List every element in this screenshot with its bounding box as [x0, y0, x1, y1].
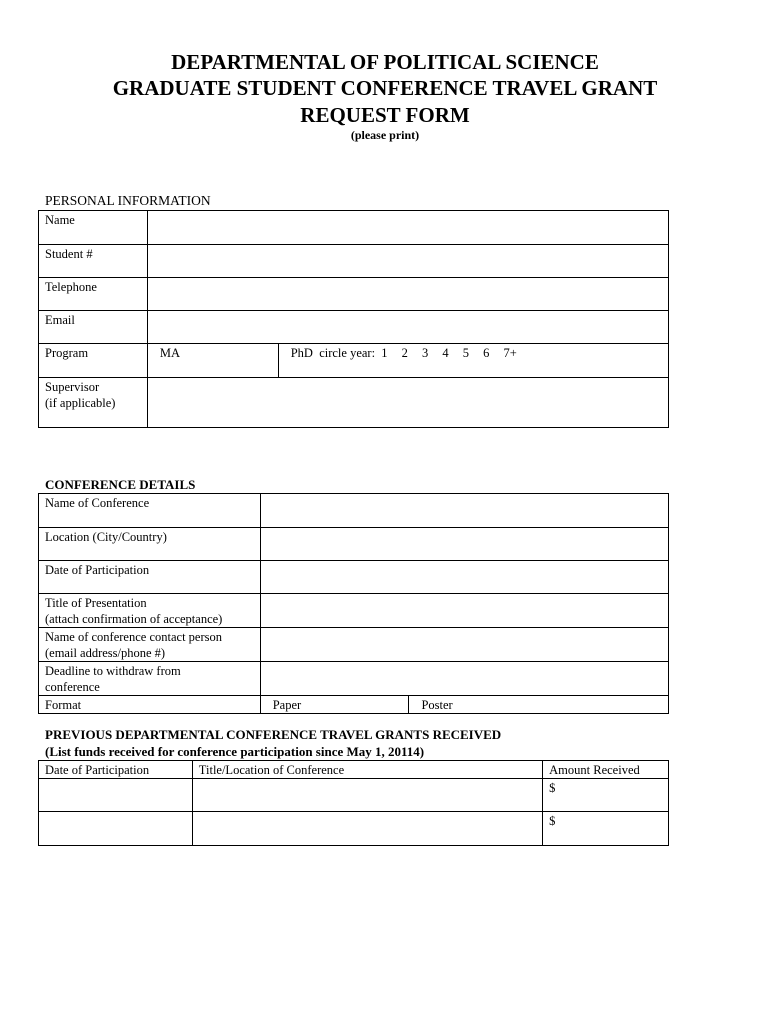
- student-number-label: Student #: [39, 245, 148, 278]
- email-field[interactable]: [147, 311, 668, 344]
- year-option-7plus[interactable]: 7+: [503, 346, 517, 360]
- form-title-line1: DEPARTMENTAL OF POLITICAL SCIENCE: [171, 50, 599, 74]
- format-label: Format: [39, 696, 261, 714]
- please-print-note: (please print): [350, 128, 420, 142]
- col-amount-received: Amount Received: [543, 761, 669, 779]
- conference-details-table: [38, 493, 669, 714]
- previous-grants-heading: PREVIOUS DEPARTMENTAL CONFERENCE TRAVEL GRANTS RECEIVED: [45, 727, 502, 742]
- col-participation-date: Date of Participation: [39, 761, 193, 779]
- row2-title-field[interactable]: [192, 812, 542, 846]
- format-paper-option[interactable]: Paper: [260, 696, 409, 714]
- contact-person-line2: (email address/phone #): [45, 646, 166, 660]
- program-phd-option[interactable]: [278, 344, 668, 378]
- presentation-title-label: [39, 594, 261, 628]
- email-label: Email: [39, 311, 148, 344]
- withdraw-deadline-label: [39, 662, 261, 696]
- supervisor-field[interactable]: [147, 378, 668, 428]
- row1-amount-field[interactable]: [543, 779, 669, 812]
- table-row: [39, 812, 669, 846]
- ma-label: MA: [159, 346, 181, 360]
- program-ma-option[interactable]: [147, 344, 278, 378]
- telephone-label: Telephone: [39, 278, 148, 311]
- year-option-6[interactable]: 6: [483, 346, 490, 360]
- name-field[interactable]: [147, 211, 668, 245]
- supervisor-label-line2: (if applicable): [45, 396, 116, 410]
- year-option-4[interactable]: 4: [442, 346, 449, 360]
- dollar-sign: $: [549, 814, 556, 828]
- conference-name-field[interactable]: [260, 494, 668, 528]
- presentation-title-line1: Title of Presentation: [45, 596, 147, 610]
- format-poster-option[interactable]: Poster: [409, 696, 669, 714]
- previous-grants-subheading: (List funds received for conference participation since May 1, 20114): [45, 744, 425, 759]
- conference-name-label: Name of Conference: [39, 494, 261, 528]
- table-row: [39, 779, 669, 812]
- participation-date-field[interactable]: [260, 561, 668, 594]
- previous-grants-table: [38, 760, 669, 846]
- contact-person-field[interactable]: [260, 628, 668, 662]
- personal-info-heading: PERSONAL INFORMATION: [45, 193, 211, 208]
- telephone-field[interactable]: [147, 278, 668, 311]
- contact-person-label: [39, 628, 261, 662]
- withdraw-deadline-field[interactable]: [260, 662, 668, 696]
- dollar-sign: $: [549, 781, 556, 795]
- row1-title-field[interactable]: [192, 779, 542, 812]
- row2-date-field[interactable]: [39, 812, 193, 846]
- year-option-1[interactable]: 1: [381, 346, 388, 360]
- row1-date-field[interactable]: [39, 779, 193, 812]
- presentation-title-line2: (attach confirmation of acceptance): [45, 612, 223, 626]
- student-number-field[interactable]: [147, 245, 668, 278]
- program-label: Program: [39, 344, 148, 378]
- year-option-5[interactable]: 5: [462, 346, 470, 360]
- supervisor-label: [39, 378, 148, 428]
- col-conference-title-location: Title/Location of Conference: [192, 761, 542, 779]
- personal-info-table: [38, 210, 669, 428]
- name-label: Name: [39, 211, 148, 245]
- year-option-3[interactable]: 3: [422, 346, 429, 360]
- form-title-line2: GRADUATE STUDENT CONFERENCE TRAVEL GRANT: [112, 76, 658, 100]
- presentation-title-field[interactable]: [260, 594, 668, 628]
- phd-label: PhD: [290, 346, 313, 360]
- withdraw-deadline-line2: conference: [45, 680, 100, 694]
- year-option-2[interactable]: 2: [401, 346, 408, 360]
- supervisor-label-line1: Supervisor: [45, 380, 100, 394]
- location-field[interactable]: [260, 528, 668, 561]
- location-label: Location (City/Country): [39, 528, 261, 561]
- participation-date-label: Date of Participation: [39, 561, 261, 594]
- withdraw-deadline-line1: Deadline to withdraw from: [45, 664, 181, 678]
- circle-year-label: circle year:: [319, 346, 376, 360]
- row2-amount-field[interactable]: [543, 812, 669, 846]
- form-title-line3: REQUEST FORM: [300, 103, 470, 127]
- contact-person-line1: Name of conference contact person: [45, 630, 222, 644]
- conference-details-heading: CONFERENCE DETAILS: [45, 477, 196, 492]
